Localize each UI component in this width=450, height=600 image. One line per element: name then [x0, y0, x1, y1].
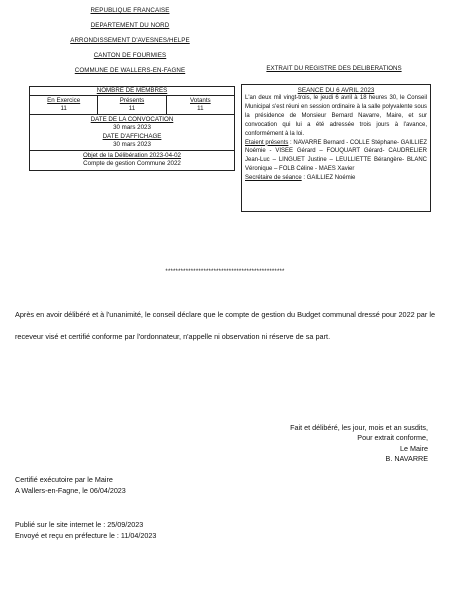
publication-block — [15, 519, 156, 541]
header-republique: REPUBLIQUE FRANCAISE — [90, 7, 170, 14]
objet-text: Compte de gestion Commune 2022 — [83, 160, 181, 168]
seance-box — [241, 84, 431, 212]
header-commune: COMMUNE DE WALLERS-EN-FAGNE — [74, 67, 186, 74]
in-office-value: 11 — [60, 105, 67, 112]
voters-value: 11 — [197, 105, 204, 112]
in-office-cell — [30, 96, 98, 114]
convocation-row — [30, 115, 234, 151]
certification-line-1: Certifié exécutoire par le Maire — [15, 475, 113, 484]
in-office-label: En Exercice — [47, 97, 81, 104]
publication-line-2: Envoyé et reçu en préfecture le : 11/04/2023 — [15, 531, 157, 540]
voters-label: Votants — [190, 97, 211, 104]
signature-line-4: B. NAVARRE — [385, 454, 428, 464]
present-value: 11 — [128, 105, 136, 112]
members-count-row — [30, 96, 234, 115]
seance-title: SEANCE DU 6 AVRIL 2023 — [297, 87, 375, 94]
extract-title: EXTRAIT DU REGISTRE DES DELIBERATIONS — [266, 65, 402, 72]
deliberation-body: Après en avoir délibéré et à l'unanimité, le conseil déclare que le compte de gestion du Budget communal dressé pour 2022 par le receveur visé et certifié conforme par l'ordonnateur, n'appelle ni observation ni réserve de sa part. — [15, 310, 436, 341]
members-title: NOMBRE DE MEMBRES — [96, 87, 168, 94]
members-title-row — [30, 87, 234, 96]
publication-line-1: Publié sur le site internet le : 25/09/2023 — [15, 520, 144, 529]
objet-row — [30, 151, 234, 170]
objet-label: Objet de la Délibération 2023-04-02 — [82, 152, 182, 160]
affichage-label: DATE D'AFFICHAGE — [102, 132, 162, 140]
seance-intro: L'an deux mil vingt-trois, le jeudi 6 avril à 18 heures 30, le Conseil Municipal s'est réuni en session ordinaire à la salle polyvalente sous la présidence de Monsieur Bernard Navarre, Maire, et sur convocation qui lui a été adressée trois jours à l'avance, conformément à la loi. — [245, 95, 427, 137]
certification-block — [15, 474, 126, 496]
secretary-name: : GAILLIEZ Noémie — [301, 175, 356, 182]
certification-line-2: A Wallers-en-Fagne, le 06/04/2023 — [15, 486, 126, 495]
header-departement: DEPARTEMENT DU NORD — [90, 22, 170, 29]
administrative-header — [30, 3, 230, 78]
convocation-date: 30 mars 2023 — [113, 124, 151, 132]
signature-line-1: Fait et délibéré, les jour, mois et an susdits, — [290, 423, 428, 432]
seance-present — [242, 139, 430, 175]
header-canton: CANTON DE FOURMIES — [93, 52, 167, 59]
header-arrondissement: ARRONDISSEMENT D'AVESNES/HELPE — [70, 37, 190, 44]
affichage-date: 30 mars 2023 — [113, 140, 151, 148]
convocation-label: DATE DE LA CONVOCATION — [90, 116, 174, 123]
seance-secretary — [242, 174, 430, 183]
signature-line-2: Pour extrait conforme, — [357, 433, 428, 443]
voters-cell — [167, 96, 234, 114]
present-members-list: : NAVARRE Bernard - COLLE Stéphane- GAILLIEZ Noémie - VISEE Gérard – FOUQUART Gérard- CAUDRELIER Jean-Luc – LINGUET Justine – LEULLIETTE Bérangère- BLANC Véronique – FOLB Céline - MAES Xavier — [245, 139, 427, 173]
signature-block — [228, 423, 428, 465]
secretary-label: Secrétaire de séance — [245, 175, 302, 182]
present-cell — [98, 96, 166, 114]
present-members-label: Etaient présents — [245, 139, 289, 146]
present-label: Présents — [119, 97, 145, 104]
signature-line-3: Le Maire — [400, 443, 428, 453]
members-box — [29, 86, 235, 171]
separator: *********************************************** — [165, 269, 285, 275]
